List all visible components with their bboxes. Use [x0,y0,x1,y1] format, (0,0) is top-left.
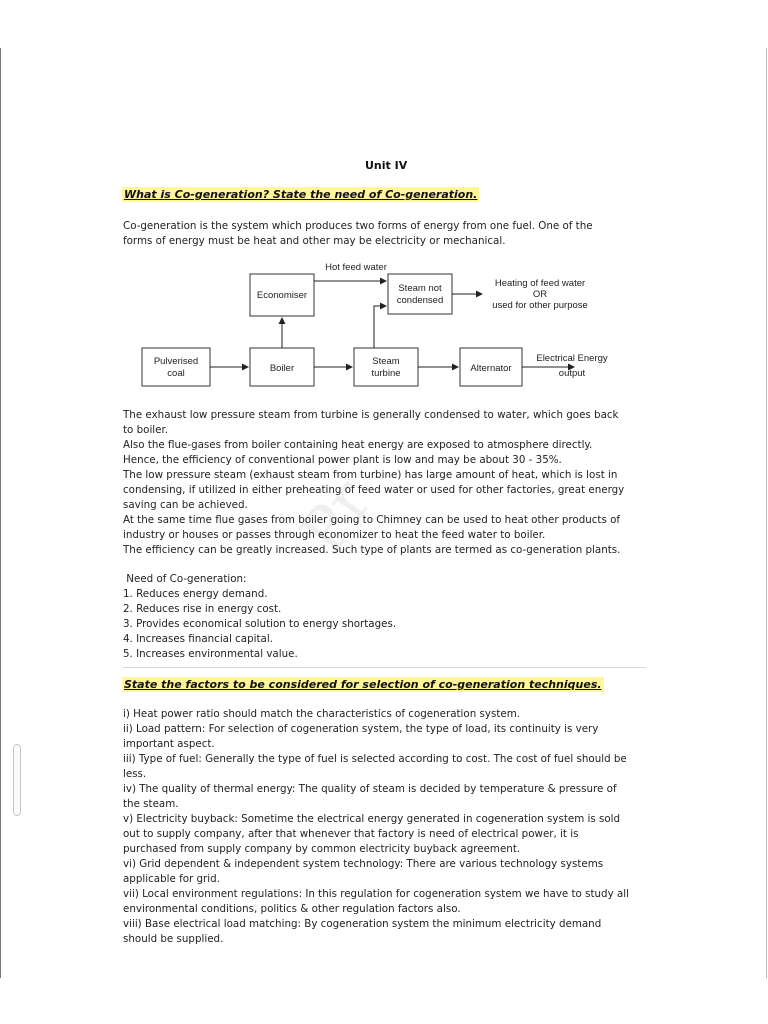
boiler-label: Boiler [269,363,295,374]
explanation-line: The efficiency can be greatly increased. Such type of plants are termed as co-generation plants. [123,544,621,556]
factor-line: less. [123,768,147,780]
coal-label: coal [167,368,185,379]
question-1-heading: What is Co-generation? State the need of Co-generation. [124,188,478,201]
factor-line: iv) The quality of thermal energy: The quality of steam is decided by temperature & pressure of [123,783,617,795]
turbine-to-steam-arrow [374,306,386,348]
section-divider [123,667,646,668]
need-item: 2. Reduces rise in energy cost. [123,603,282,615]
need-item: 3. Provides economical solution to energy shortages. [123,618,397,630]
economiser-label: Economiser [256,290,308,301]
factor-line: v) Electricity buyback: Sometime the electrical energy generated in cogeneration system is sold [123,813,621,825]
factors-list [123,707,653,947]
heating-feed-water-label: Heating of feed water [494,278,586,289]
factor-line: the steam. [123,798,179,810]
factor-line: ii) Load pattern: For selection of cogeneration system, the type of load, its continuity is very [123,723,599,735]
steam-turbine-box [354,348,418,386]
factor-line: vi) Grid dependent & independent system technology: There are various technology systems [123,858,604,870]
other-purpose-label: used for other purpose [492,300,588,311]
electrical-energy-label: Electrical Energy [536,353,608,364]
hot-feed-water-label: Hot feed water [325,262,387,273]
explanation-line: condensing, if utilized in either preheating of feed water or used for other factories, great energy [123,484,625,496]
intro-line: Co-generation is the system which produces two forms of energy from one fuel. One of the [123,220,593,232]
intro-line: forms of energy must be heat and other may be electricity or mechanical. [123,235,506,247]
steam-not-condensed-box [388,274,452,314]
page-border-left [0,48,1,978]
turbine-label: turbine [371,368,401,379]
factor-line: i) Heat power ratio should match the characteristics of cogeneration system. [123,708,521,720]
need-list [123,572,653,662]
pulverised-coal-box [142,348,210,386]
need-item: 1. Reduces energy demand. [123,588,268,600]
factor-line: vii) Local environment regulations: In this regulation for cogeneration system we have to study all [123,888,629,900]
factor-line: environmental conditions, politics & other regulation factors also. [123,903,461,915]
question-2-heading: State the factors to be considered for selection of co-generation techniques. [124,678,602,691]
explanation-line: industry or houses or passes through economizer to heat the feed water to boiler. [123,529,546,541]
intro-paragraph [123,219,653,249]
page-title: Unit IV [365,159,408,172]
condensed-label: condensed [396,295,444,306]
explanation-line: The exhaust low pressure steam from turbine is generally condensed to water, which goes back [123,409,619,421]
scroll-handle[interactable] [13,744,21,816]
factor-line: should be supplied. [123,933,224,945]
factor-line: purchased from supply company by common electricity buyback agreement. [123,843,521,855]
steam-not-label: Steam not [398,283,442,294]
page-border-right [766,48,767,978]
explanation-line: saving can be achieved. [123,499,248,511]
explanation-paragraph [123,408,653,558]
factor-line: out to supply company, after that whenever that factory is need of electrical power, it is [123,828,579,840]
factor-line: important aspect. [123,738,215,750]
factor-line: iii) Type of fuel: Generally the type of fuel is selected according to cost. The cost of fuel should be [123,753,627,765]
explanation-line: to boiler. [123,424,169,436]
alternator-label: Alternator [470,363,512,374]
explanation-line: Hence, the efficiency of conventional power plant is low and may be about 30 - 35%. [123,454,562,466]
need-item: 4. Increases financial capital. [123,633,273,645]
factor-line: viii) Base electrical load matching: By cogeneration system the minimum electricity demand [123,918,602,930]
output-label: output [558,368,586,379]
explanation-line: At the same time flue gases from boiler going to Chimney can be used to heat other products of [123,514,621,526]
or-label: OR [532,289,548,300]
steam-label: Steam [372,356,400,367]
watermark: Pr [285,466,387,567]
need-heading: Need of Co-generation: [123,573,247,585]
explanation-line: The low pressure steam (exhaust steam from turbine) has large amount of heat, which is lost in [123,469,618,481]
cogeneration-diagram [134,258,634,388]
explanation-line: Also the flue-gases from boiler containing heat energy are exposed to atmosphere directly. [123,439,593,451]
need-item: 5. Increases environmental value. [123,648,298,660]
pulverised-label: Pulverised [153,356,199,367]
factor-line: applicable for grid. [123,873,220,885]
